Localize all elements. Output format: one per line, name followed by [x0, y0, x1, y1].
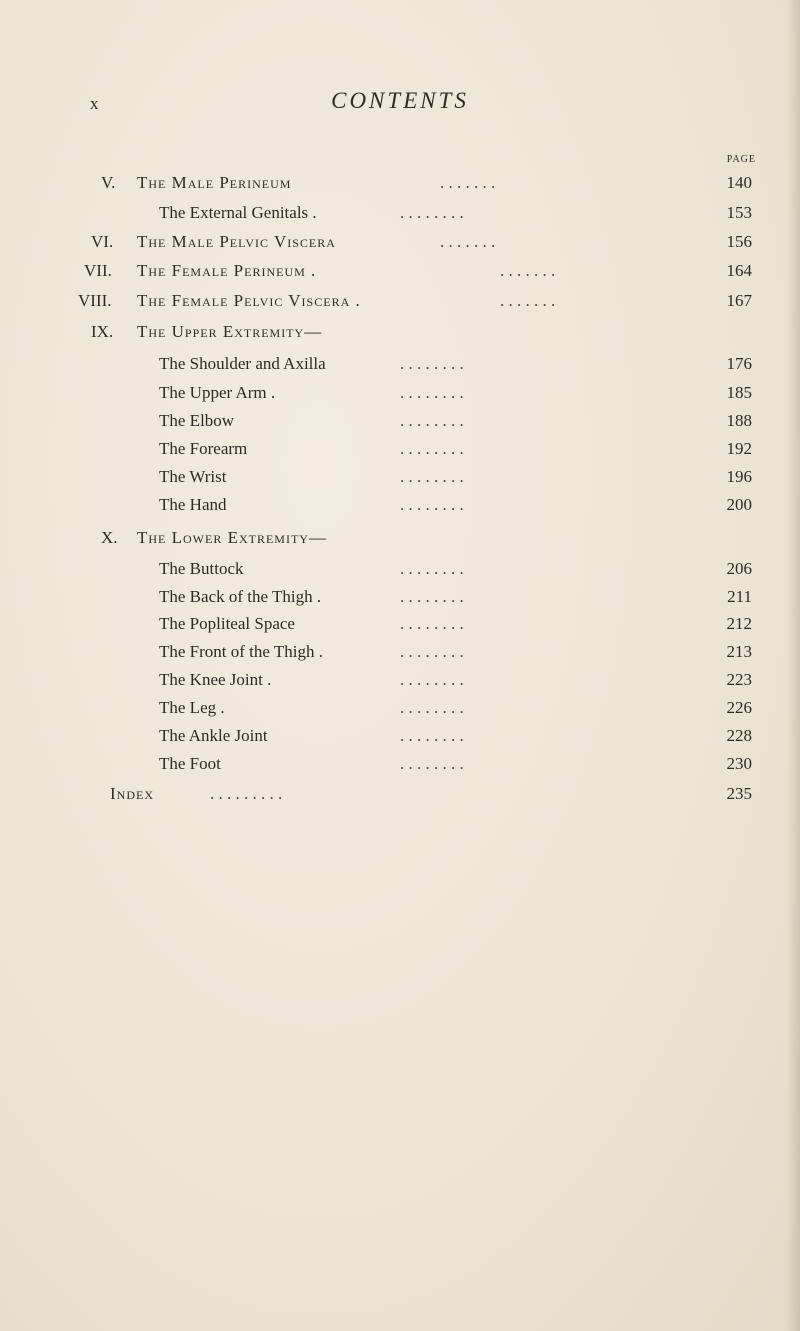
toc-section-row[interactable] [0, 320, 800, 346]
page-column-label: PAGE [726, 154, 756, 165]
subsection-title: The Upper Arm . [159, 383, 276, 402]
index-title: Index [110, 784, 154, 803]
subsection-title: The Leg . [159, 698, 225, 717]
subsection-page: 211 [727, 587, 752, 606]
dot-leader: . . . . . . . . [400, 754, 464, 773]
subsection-page: 196 [726, 467, 752, 486]
dot-leader: . . . . . . . [500, 261, 556, 280]
toc-subsection-row[interactable] [0, 557, 800, 583]
subsection-title: The Ankle Joint [159, 726, 268, 745]
page-title: CONTENTS [331, 88, 469, 113]
section-numeral: VIII. [78, 291, 112, 310]
subsection-page: 230 [726, 754, 752, 773]
toc-subsection-row[interactable] [0, 668, 800, 694]
subsection-page: 206 [726, 559, 752, 578]
subsection-page: 188 [726, 411, 752, 430]
index-page: 235 [726, 784, 752, 803]
subsection-title: The Buttock [159, 559, 244, 578]
subsection-page: 213 [726, 642, 752, 661]
subsection-title: The Popliteal Space [159, 614, 295, 633]
subsection-title: The Wrist [159, 467, 227, 486]
section-title: The Upper Extremity— [137, 322, 323, 341]
toc-section-row[interactable] [0, 289, 800, 315]
toc-subsection-row[interactable] [0, 465, 800, 491]
subsection-title: The Hand [159, 495, 227, 514]
dot-leader: . . . . . . . . [400, 698, 464, 717]
dot-leader: . . . . . . . . [400, 614, 464, 633]
section-numeral: VII. [84, 261, 112, 280]
section-numeral: V. [101, 173, 116, 192]
subsection-title: The Knee Joint . [159, 670, 272, 689]
dot-leader: . . . . . . . [500, 291, 556, 310]
subsection-page: 185 [726, 383, 752, 402]
toc-subsection-row[interactable] [0, 381, 800, 407]
dot-leader: . . . . . . . . [400, 726, 464, 745]
toc-section-row[interactable] [0, 259, 800, 285]
toc-section-row[interactable] [0, 230, 800, 256]
section-page: 156 [726, 232, 752, 251]
section-page: 164 [726, 261, 752, 280]
section-title: The Male Pelvic Viscera [137, 232, 336, 251]
toc-subsection-row[interactable] [0, 437, 800, 463]
subsection-page: 223 [726, 670, 752, 689]
toc-subsection-row[interactable] [0, 752, 800, 778]
toc-section-row[interactable] [0, 171, 800, 197]
subsection-page: 192 [726, 439, 752, 458]
toc-subsection-row[interactable] [0, 409, 800, 435]
section-page: 140 [726, 173, 752, 192]
dot-leader: . . . . . . . . [400, 354, 464, 373]
toc-subsection-row[interactable] [0, 352, 800, 378]
toc-index-row[interactable] [0, 782, 800, 808]
section-title: The Male Perineum [137, 173, 292, 192]
toc-subsection-row[interactable] [0, 612, 800, 638]
subsection-page: 226 [726, 698, 752, 717]
subsection-page: 212 [726, 614, 752, 633]
dot-leader: . . . . . . . . [400, 467, 464, 486]
dot-leader: . . . . . . . . [400, 587, 464, 606]
subsection-page: 176 [726, 354, 752, 373]
toc-subsection-row[interactable] [0, 493, 800, 519]
subsection-title: The Shoulder and Axilla [159, 354, 326, 373]
section-numeral: IX. [91, 322, 114, 341]
toc-section-row[interactable] [0, 526, 800, 552]
subsection-page: 200 [726, 495, 752, 514]
subsection-title: The External Genitals . [159, 203, 317, 222]
dot-leader: . . . . . . . . [400, 203, 464, 222]
subsection-title: The Foot [159, 754, 221, 773]
dot-leader: . . . . . . . . [400, 383, 464, 402]
dot-leader: . . . . . . . . [400, 495, 464, 514]
section-title: The Lower Extremity— [137, 528, 327, 547]
subsection-page: 228 [726, 726, 752, 745]
section-title: The Female Perineum . [137, 261, 317, 280]
dot-leader: . . . . . . . . . [210, 784, 283, 803]
dot-leader: . . . . . . . . [400, 670, 464, 689]
subsection-title: The Forearm [159, 439, 248, 458]
subsection-title: The Elbow [159, 411, 235, 430]
toc-subsection-row[interactable] [0, 201, 800, 227]
dot-leader: . . . . . . . [440, 232, 496, 251]
section-page: 167 [726, 291, 752, 310]
toc-subsection-row[interactable] [0, 724, 800, 750]
subsection-title: The Back of the Thigh . [159, 587, 322, 606]
section-numeral: VI. [91, 232, 114, 251]
toc-subsection-row[interactable] [0, 640, 800, 666]
section-numeral: X. [101, 528, 118, 547]
dot-leader: . . . . . . . [440, 173, 496, 192]
dot-leader: . . . . . . . . [400, 439, 464, 458]
toc-subsection-row[interactable] [0, 696, 800, 722]
subsection-page: 153 [726, 203, 752, 222]
toc-subsection-row[interactable] [0, 585, 800, 611]
dot-leader: . . . . . . . . [400, 642, 464, 661]
page-number: x [90, 94, 100, 113]
dot-leader: . . . . . . . . [400, 411, 464, 430]
section-title: The Female Pelvic Viscera . [137, 291, 361, 310]
subsection-title: The Front of the Thigh . [159, 642, 323, 661]
dot-leader: . . . . . . . . [400, 559, 464, 578]
